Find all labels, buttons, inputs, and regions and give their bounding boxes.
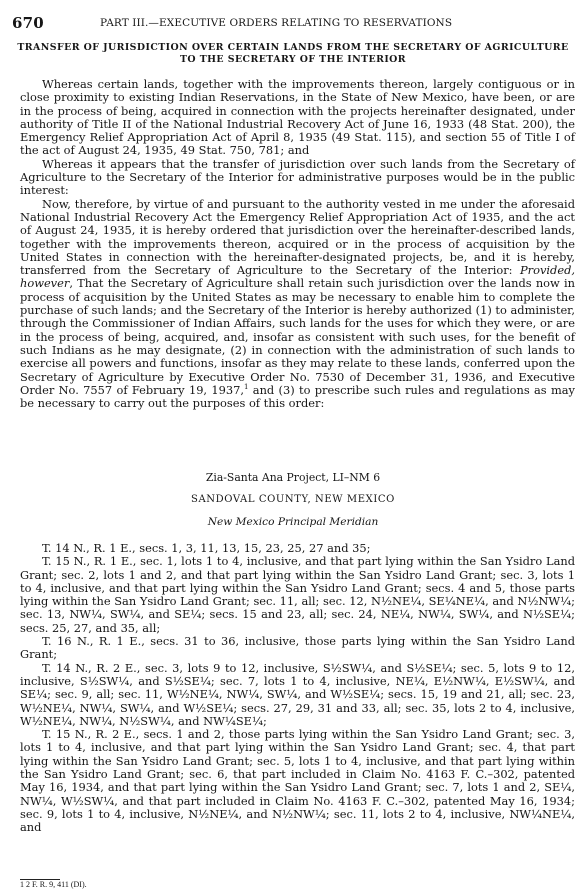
preamble [20,78,575,410]
order-text-c: and (3) to prescribe such rules and regulations as may be necessary to carry out the purposes of this order: [20,382,575,411]
order-paragraph [20,198,575,411]
section-title-line-1: TRANSFER OF JURISDICTION OVER CERTAIN LANDS FROM THE SECRETARY OF AGRICULTURE [17,42,569,53]
section-title-line-2: TO THE SECRETARY OF THE INTERIOR [179,54,407,65]
order-text-b: , That the Secretary of Agriculture shall retain such jurisdiction over the lands now in process of acquisition by the United States as may be necessary to enable him to complete the purchase of such lands; and the Secretary of the Interior is hereby authorized (1) to administer, through the Commissioner of Indian Affairs, such lands for the uses for which they were, or are in the process of being, acquired, and, insofar as consistent with such uses, for the benefit of such Indians as he may designate, (2) in connection with the administration of such lands to exercise all powers and functions, insofar as they may relate to these lands, conferred upon the Secretary of Agriculture by Executive Order No. 7530 of December 31, 1936, and Executive Order No. 7557 of February 19, 1937, [20,276,575,397]
footnote: 1 2 F. R. 9, 411 (DI). [20,880,87,889]
running-head: PART III.—EXECUTIVE ORDERS RELATING TO RESERVATIONS [100,17,453,29]
land-description: T. 14 N., R. 1 E., secs. 1, 3, 11, 13, 15, 23, 25, 27 and 35; [42,541,371,555]
county-heading: SANDOVAL COUNTY, NEW MEXICO [191,494,395,505]
meridian-heading: New Mexico Principal Meridian [207,516,379,528]
land-description: T. 16 N., R. 1 E., secs. 31 to 36, inclusive, those parts lying within the San Ysidro Land Grant; [20,634,575,662]
land-description: T. 15 N., R. 2 E., secs. 1 and 2, those parts lying within the San Ysidro Land Grant; sec. 3, lots 1 to 4, inclusive, and that part lying within the San Ysidro Land Grant; sec. 4, that part lying within the San Ysidro Land Grant; sec. 5, lots 1 to 4, inclusive, and that part lying within the San Ysidro Land Grant; sec. 6, that part included in Claim No. 4163 F. C.–302, patented May 16, 1934, and that part lying within the San Ysidro Land Grant; sec. 7, lots 1 and 2, SE¼, NW¼, W½SW¼, and that part included in Claim No. 4163 F. C.–302, patented May 16, 1934; sec. 9, lots 1 to 4, inclusive, N½NE¼, and N½NW¼; sec. 11, lots 2 to 4, inclusive, NW¼NE¼, and [20,727,575,835]
land-description: T. 14 N., R. 2 E., sec. 3, lots 9 to 12, inclusive, S½SW¼, and S½SE¼; sec. 5, lots 9 to 12, inclusive, S½SW¼, and S½SE¼; sec. 7, lots 1 to 4, inclusive, NE¼, E½NW¼, E½SW¼, and SE¼; sec. 9, all; sec. 11, W½NE¼, NW¼, SW¼, and W½SE¼; secs. 15, 19 and 21, all; sec. 23, W½NE¼, NW¼, SW¼, and W½SE¼; secs. 27, 29, 31 and 33, all; sec. 35, lots 2 to 4, inclusive, W½NE¼, NW¼, N½SW¼, and NW¼SE¼; [20,660,575,728]
page-header [12,14,577,34]
footnote-ref: 1 [244,383,249,392]
whereas-paragraph-1: Whereas certain lands, together with the improvements thereon, largely contiguous or in close proximity to existing Indian Reservations, in the State of New Mexico, have been, or are in the process of being, acquired in connection with the projects hereinafter designated, under authority of Title II of the National Industrial Recovery Act of June 16, 1933 (48 Stat. 200), the Emergency Relief Appropriation Act of April 8, 1935 (49 Stat. 115), and section 55 of Title I of the act of August 24, 1935, 49 Stat. 750, 781; and [20,77,575,158]
proviso-italic: Provided, however [20,263,575,291]
land-description: T. 15 N., R. 1 E., sec. 1, lots 1 to 4, inclusive, and that part lying within the San Ysidro Land Grant; sec. 2, lots 1 and 2, and that part lying within the San Ysidro Land Grant; sec. 3, lots 1 to 4, inclusive, and that part lying within the San Ysidro Land Grant; secs. 4 and 5, those parts lying within the San Ysidro Land Grant; sec. 11, all; sec. 12, N½NE¼, SE¼NE¼, and N½NW¼; sec. 13, NW¼, SW¼, and SE¼; secs. 15 and 23, all; sec. 24, NE¼, NW¼, SW¼, and N½SE¼; secs. 25, 27, and 35, all; [20,554,575,635]
order-text-a: Now, therefore, by virtue of and pursuant to the authority vested in me under the aforesaid National Industrial Recovery Act the Emergency Relief Appropriation Act of 1935, and the act of August 24, 1935, it is hereby ordered that jurisdiction over the hereinafter-described lands, together with the improvements thereon, acquired or in the process of acquisition by the United States in connection with the hereinafter-designated projects, be, and it is hereby, transferred from the Secretary of Agriculture to the Secretary of the Interior: [20,196,575,278]
section-title [10,42,576,66]
page-number: 670 [12,14,44,32]
land-descriptions [20,542,575,835]
project-title: Zia-Santa Ana Project, LI–NM 6 [205,471,381,484]
whereas-paragraph-2: Whereas it appears that the transfer of jurisdiction over such lands from the Secretary of Agriculture to the Secretary of the Interior for administrative purposes would be in the public interest: [20,156,575,198]
